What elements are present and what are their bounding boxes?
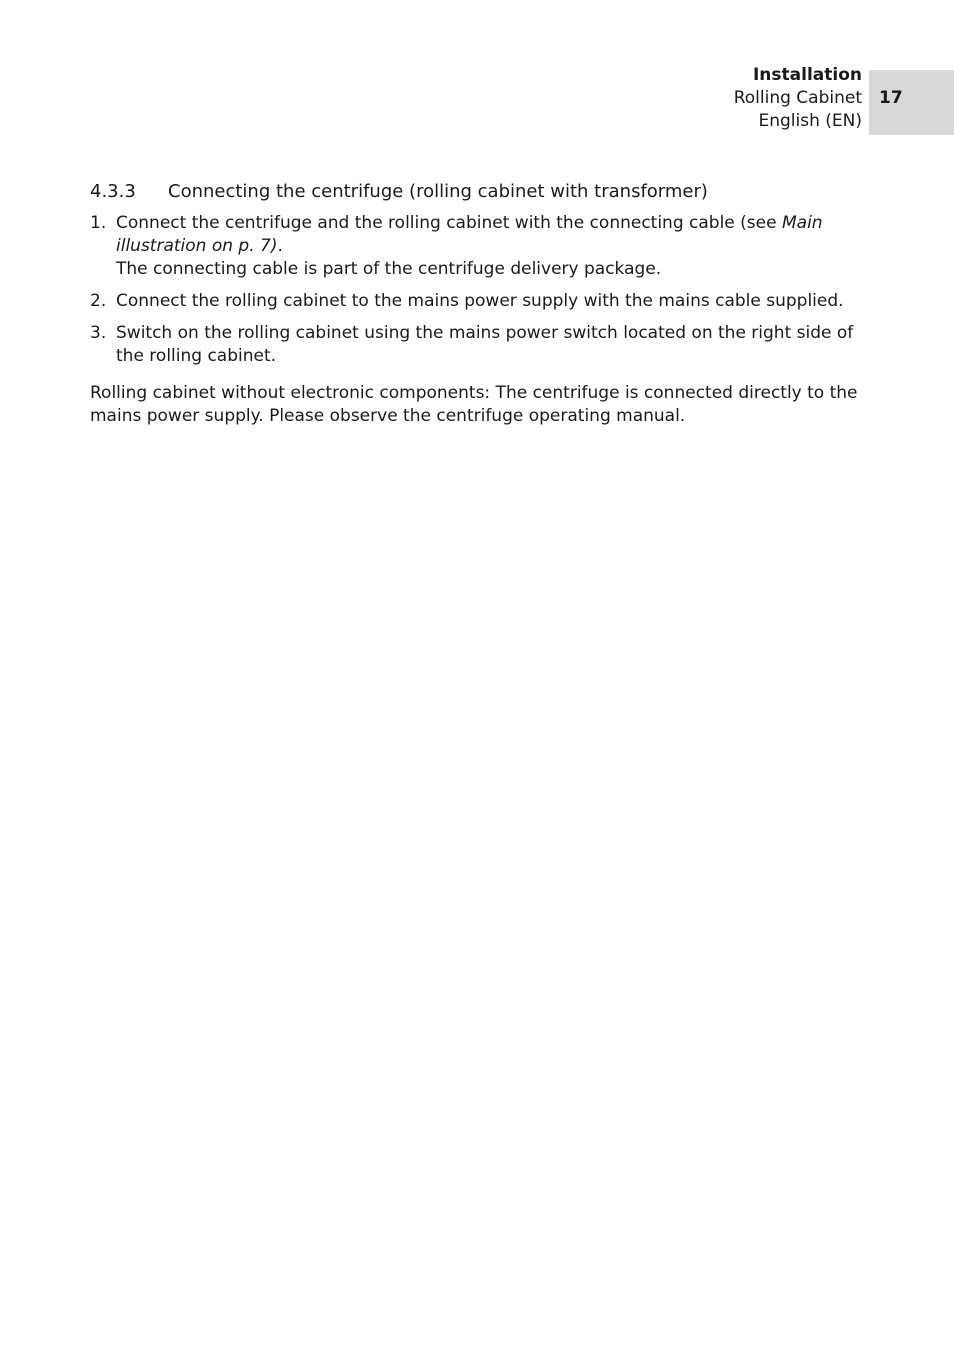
- subsection-heading: [90, 180, 866, 203]
- header-product-name: Rolling Cabinet: [733, 88, 862, 108]
- step-item: [90, 290, 866, 313]
- step-text: Connect the rolling cabinet to the mains power supply with the mains cable supplied.: [116, 291, 844, 311]
- step-text: Switch on the rolling cabinet using the mains power switch located on the right side of the rolling cabinet.: [116, 323, 854, 366]
- step-number: 3.: [90, 323, 107, 343]
- step-body: [116, 212, 866, 281]
- header-language: English (EN): [758, 111, 862, 131]
- cross-reference: Main illustration on p. 7): [116, 213, 823, 256]
- step-text: Connect the centrifuge and the rolling cabinet with the connecting cable (see: [116, 213, 782, 233]
- running-header: [734, 64, 862, 133]
- step-number: 2.: [90, 291, 107, 311]
- step-number: 1.: [90, 213, 107, 233]
- step-text-end: .: [277, 236, 283, 256]
- step-result: The connecting cable is part of the centrifuge delivery package.: [116, 259, 662, 279]
- note-paragraph: Rolling cabinet without electronic components: The centrifuge is connected directly to the mains power supply. Please observe the centrifuge operating manual.: [90, 383, 858, 426]
- page-number: 17: [879, 88, 903, 108]
- header-section-title: Installation: [752, 65, 862, 85]
- page-content: [90, 180, 866, 445]
- step-item: [90, 212, 866, 281]
- step-instruction: [116, 212, 866, 258]
- subsection-number: 4.3.3: [90, 181, 136, 202]
- page-number-tab: [869, 70, 954, 135]
- instruction-steps: [90, 212, 866, 368]
- subsection-title: Connecting the centrifuge (rolling cabinet with transformer): [168, 181, 708, 202]
- step-item: [90, 322, 866, 368]
